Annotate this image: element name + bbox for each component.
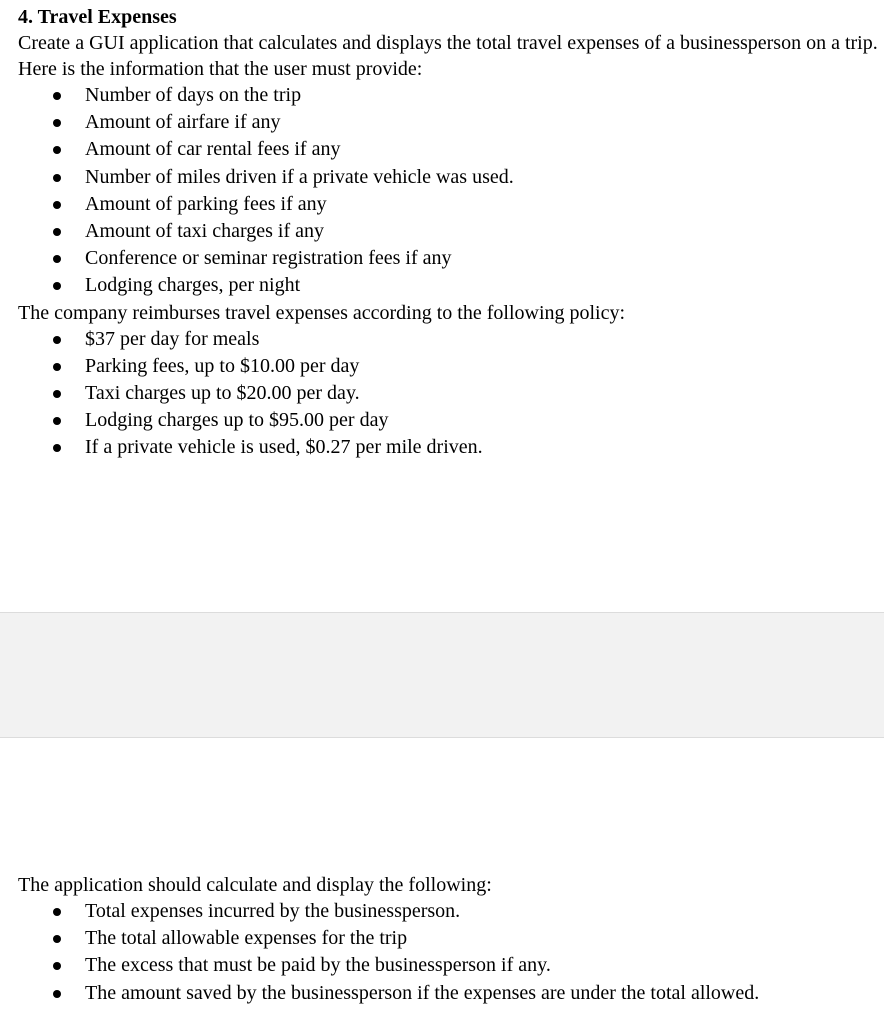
list-item-text: The total allowable expenses for the trip (85, 927, 408, 950)
outputs-list (18, 898, 878, 1007)
list-item (18, 191, 878, 218)
list-item-text: Amount of airfare if any (85, 111, 281, 134)
bullet-icon (53, 282, 61, 290)
list-item-text: Number of miles driven if a private vehicle was used. (85, 165, 514, 188)
list-item (18, 326, 878, 353)
list-item (18, 353, 878, 380)
blank-band-upper (0, 612, 884, 677)
list-item-text: Parking fees, up to $10.00 per day (85, 354, 360, 377)
bullet-icon (53, 990, 61, 998)
bullet-icon (53, 908, 61, 916)
list-item (18, 898, 878, 925)
list-item (18, 952, 878, 979)
list-item-text: Lodging charges up to $95.00 per day (85, 409, 389, 432)
bullet-icon (53, 119, 61, 127)
list-item-text: The amount saved by the businessperson if the expenses are under the total allowed. (85, 981, 760, 1004)
document-top (18, 4, 878, 462)
bullet-icon (53, 962, 61, 970)
list-item (18, 136, 878, 163)
list-item (18, 218, 878, 245)
list-item (18, 164, 878, 191)
list-item-text: Taxi charges up to $20.00 per day. (85, 382, 360, 405)
bullet-icon (53, 336, 61, 344)
bullet-icon (53, 363, 61, 371)
list-item-text: The excess that must be paid by the businessperson if any. (85, 954, 551, 977)
list-item (18, 245, 878, 272)
bullet-icon (53, 444, 61, 452)
list-item (18, 82, 878, 109)
list-item (18, 434, 878, 461)
intro-paragraph: Create a GUI application that calculates and displays the total travel expenses of a businessperson on a trip. Here is the information that the user must provide: (18, 32, 878, 80)
bullet-icon (53, 146, 61, 154)
blank-band-lower (0, 676, 884, 738)
outputs-paragraph: The application should calculate and display the following: (18, 874, 492, 896)
list-item-text: Amount of car rental fees if any (85, 138, 341, 161)
list-item-text: Lodging charges, per night (85, 274, 301, 297)
bullet-icon (53, 228, 61, 236)
list-item (18, 925, 878, 952)
list-item-text: If a private vehicle is used, $0.27 per mile driven. (85, 436, 483, 459)
bullet-icon (53, 417, 61, 425)
bullet-icon (53, 390, 61, 398)
list-item-text: Conference or seminar registration fees if any (85, 247, 452, 270)
list-item-text: Amount of parking fees if any (85, 192, 327, 215)
list-item-text: Amount of taxi charges if any (85, 220, 325, 243)
bullet-icon (53, 935, 61, 943)
bullet-icon (53, 92, 61, 100)
list-item (18, 980, 878, 1007)
list-item-text: $37 per day for meals (85, 327, 260, 350)
list-item (18, 407, 878, 434)
inputs-list (18, 82, 878, 300)
document-bottom (18, 872, 878, 1007)
section-title: 4. Travel Expenses (18, 6, 177, 28)
policy-list (18, 326, 878, 462)
list-item-text: Number of days on the trip (85, 84, 302, 106)
policy-paragraph: The company reimburses travel expenses according to the following policy: (18, 301, 626, 324)
list-item (18, 109, 878, 136)
list-item (18, 272, 878, 299)
bullet-icon (53, 174, 61, 182)
bullet-icon (53, 201, 61, 209)
list-item-text: Total expenses incurred by the businessperson. (85, 900, 461, 922)
bullet-icon (53, 255, 61, 263)
list-item (18, 380, 878, 407)
